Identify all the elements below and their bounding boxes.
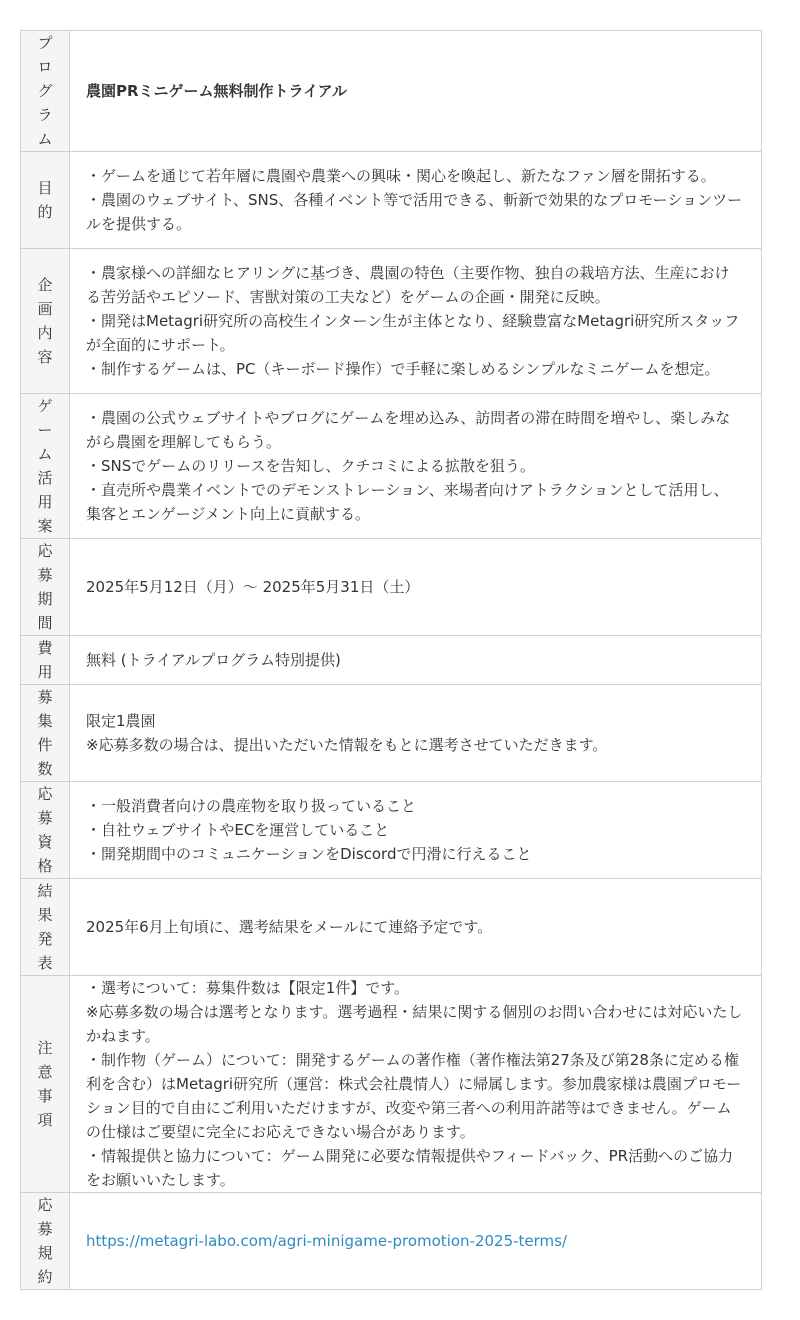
program-info-table — [20, 30, 762, 1290]
table-row — [21, 394, 762, 539]
recruitment-line: 限定1農園 — [86, 712, 156, 730]
cost-cell — [70, 636, 762, 685]
terms-link[interactable]: https://metagri-labo.com/agri-minigame-promotion-2025-terms/ — [86, 1232, 568, 1250]
row-label: 応募期間 — [21, 539, 70, 636]
table-row — [21, 976, 762, 1193]
note-line: ・制作物（ゲーム）について：開発するゲームの著作権（著作権法第27条及び第28条に定める権利を含む）はMetagri研究所（運営：株式会社農情人）に帰属します。参加農家様は農園プロモーション目的で自由にご利用いただけますが、改変や第三者への利用許諾等はできません。ゲームの仕様はご要望に完全にお応えできない場合があります。 — [86, 1051, 742, 1141]
eligibility-line: ・開発期間中のコミュニケーションをDiscordで円滑に行えること — [86, 845, 532, 863]
row-label: 企画内容 — [21, 249, 70, 394]
application-period: 2025年5月12日（月）〜 2025年5月31日（土） — [86, 578, 420, 596]
row-label: 応募資格 — [21, 782, 70, 879]
row-label: 目的 — [21, 152, 70, 249]
table-row — [21, 879, 762, 976]
plan-line: ・農家様への詳細なヒアリングに基づき、農園の特色（主要作物、独自の栽培方法、生産における苦労話やエピソード、害獣対策の工夫など）をゲームの企画・開発に反映。 — [86, 264, 730, 306]
note-line: ※応募多数の場合は選考となります。選考過程・結果に関する個別のお問い合わせには対応いたしかねます。 — [86, 1003, 743, 1045]
table-row — [21, 1193, 762, 1290]
row-label: プログラム — [21, 31, 70, 152]
table-row — [21, 636, 762, 685]
usage-line: ・SNSでゲームのリリースを告知し、クチコミによる拡散を狙う。 — [86, 457, 535, 475]
recruitment-line: ※応募多数の場合は、提出いただいた情報をもとに選考させていただきます。 — [86, 736, 608, 754]
purpose-line: ・ゲームを通じて若年層に農園や農業への興味・関心を喚起し、新たなファン層を開拓する。 — [86, 167, 716, 185]
purpose-cell — [70, 152, 762, 249]
recruitment-count-cell — [70, 685, 762, 782]
plan-line: ・開発はMetagri研究所の高校生インターン生が主体となり、経験豊富なMetagri研究所スタッフが全面的にサポート。 — [86, 312, 740, 354]
usage-line: ・農園の公式ウェブサイトやブログにゲームを埋め込み、訪問者の滞在時間を増やし、楽しみながら農園を理解してもらう。 — [86, 409, 731, 451]
table-row — [21, 539, 762, 636]
eligibility-cell — [70, 782, 762, 879]
notes-cell — [70, 976, 762, 1193]
row-label: 結果発表 — [21, 879, 70, 976]
terms-cell — [70, 1193, 762, 1290]
note-line: ・情報提供と協力について：ゲーム開発に必要な情報提供やフィードバック、PR活動へのご協力をお願いいたします。 — [86, 1147, 734, 1189]
table-row — [21, 249, 762, 394]
row-label: 応募規約 — [21, 1193, 70, 1290]
eligibility-line: ・一般消費者向けの農産物を取り扱っていること — [86, 797, 417, 815]
note-line: ・選考について：募集件数は【限定1件】です。 — [86, 979, 410, 997]
table-row — [21, 685, 762, 782]
row-label: 募集件数 — [21, 685, 70, 782]
usage-line: ・直売所や農業イベントでのデモンストレーション、来場者向けアトラクションとして活用し、集客とエンゲージメント向上に貢献する。 — [86, 481, 729, 523]
row-label: ゲーム活用案 — [21, 394, 70, 539]
program-title: 農園PRミニゲーム無料制作トライアル — [86, 82, 348, 100]
table-row — [21, 31, 762, 152]
eligibility-line: ・自社ウェブサイトやECを運営していること — [86, 821, 390, 839]
purpose-line: ・農園のウェブサイト、SNS、各種イベント等で活用できる、斬新で効果的なプロモーションツールを提供する。 — [86, 191, 743, 233]
result-announcement: 2025年6月上旬頃に、選考結果をメールにて連絡予定です。 — [86, 918, 493, 936]
game-usage-cell — [70, 394, 762, 539]
plan-content-cell — [70, 249, 762, 394]
application-period-cell — [70, 539, 762, 636]
table-row — [21, 782, 762, 879]
row-label: 注意事項 — [21, 976, 70, 1193]
row-label: 費用 — [21, 636, 70, 685]
table-row — [21, 152, 762, 249]
program-name — [70, 31, 762, 152]
cost-value: 無料 (トライアルプログラム特別提供) — [86, 651, 341, 669]
result-announcement-cell — [70, 879, 762, 976]
plan-line: ・制作するゲームは、PC（キーボード操作）で手軽に楽しめるシンプルなミニゲームを想定。 — [86, 360, 720, 378]
